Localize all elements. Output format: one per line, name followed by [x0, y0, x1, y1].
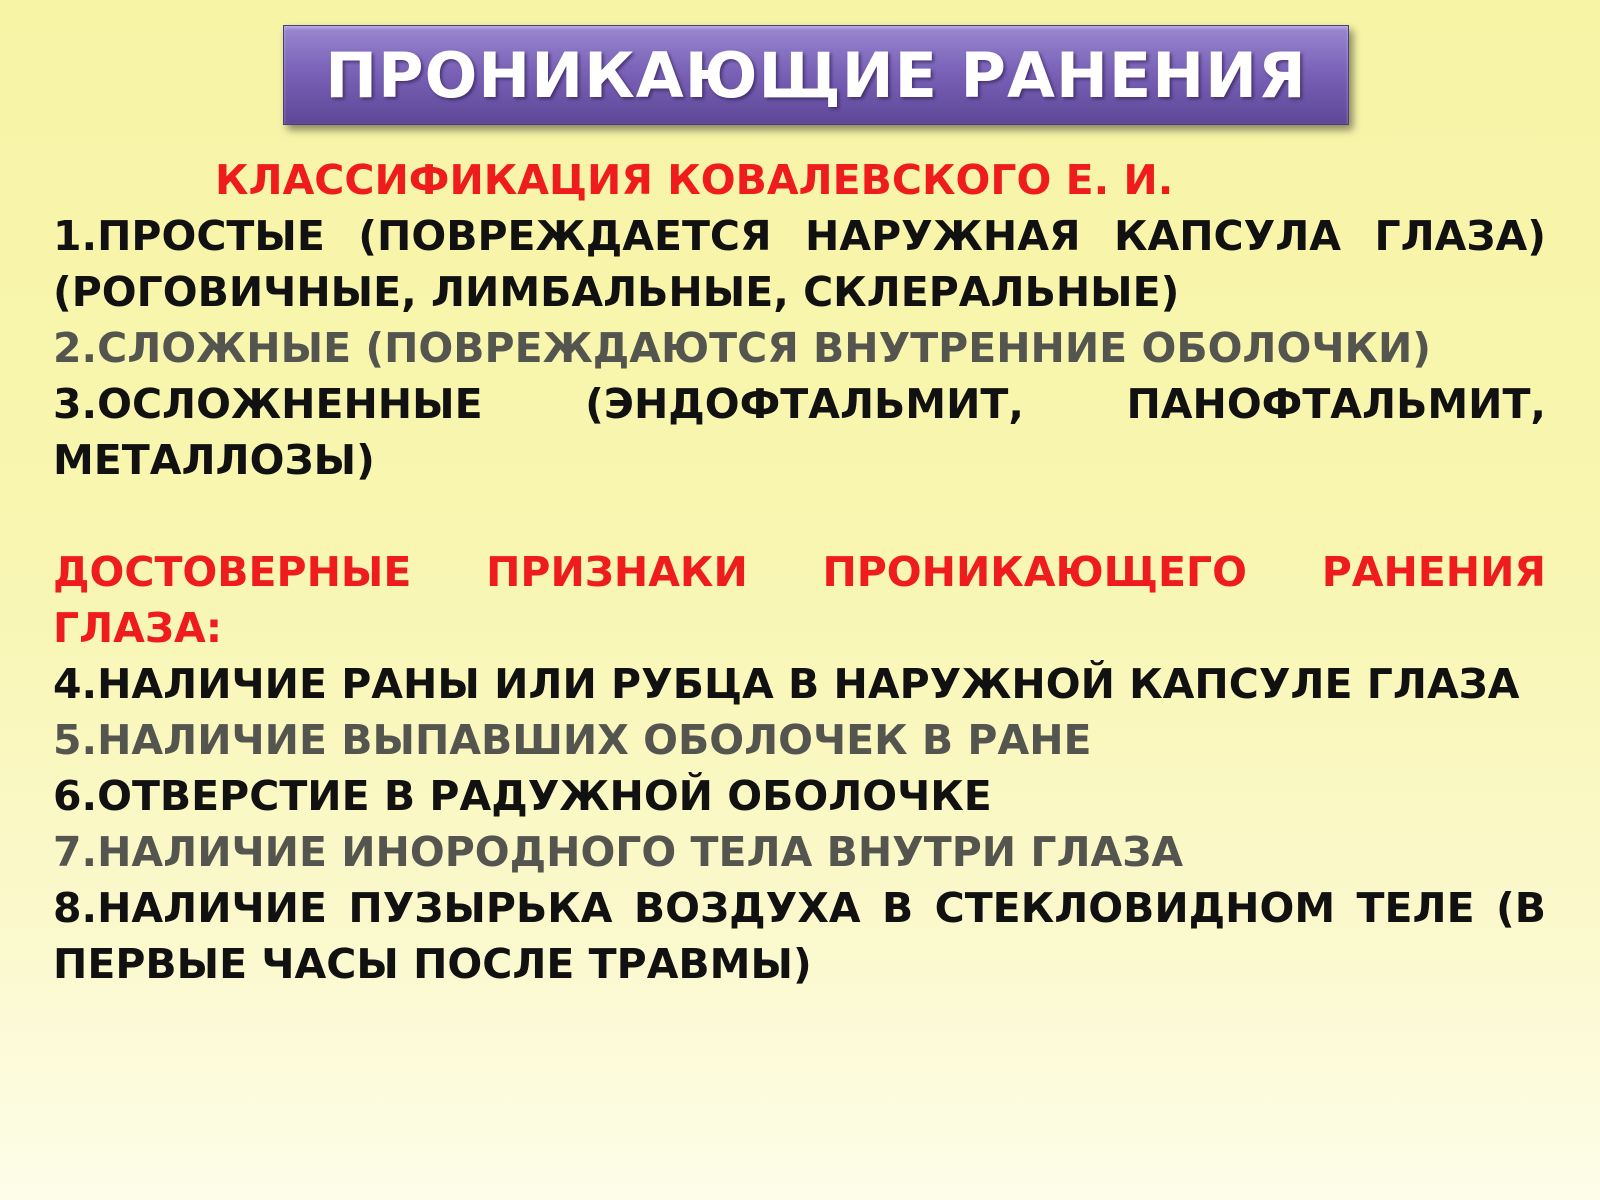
- signs-heading: ДОСТОВЕРНЫЕ ПРИЗНАКИ ПРОНИКАЮЩЕГО РАНЕНИЯ ГЛАЗА:: [53, 548, 1546, 652]
- slide-content: [53, 152, 1546, 992]
- sign-item-prolapsed-membranes: 5.НАЛИЧИЕ ВЫПАВШИХ ОБОЛОЧЕК В РАНЕ: [53, 716, 1092, 764]
- title-banner: [283, 25, 1349, 125]
- classification-item-simple: 1.ПРОСТЫЕ (ПОВРЕЖДАЕТСЯ НАРУЖНАЯ КАПСУЛА ГЛАЗА) (РОГОВИЧНЫЕ, ЛИМБАЛЬНЫЕ, СКЛЕРАЛЬНЫЕ): [53, 212, 1546, 316]
- sign-item-iris-hole: 6.ОТВЕРСТИЕ В РАДУЖНОЙ ОБОЛОЧКЕ: [53, 772, 992, 820]
- sign-item-air-bubble: 8.НАЛИЧИЕ ПУЗЫРЬКА ВОЗДУХА В СТЕКЛОВИДНОМ ТЕЛЕ (В ПЕРВЫЕ ЧАСЫ ПОСЛЕ ТРАВМЫ): [53, 884, 1546, 988]
- classification-subtitle: КЛАССИФИКАЦИЯ КОВАЛЕВСКОГО Е. И.: [215, 156, 1174, 204]
- slide-title: ПРОНИКАЮЩИЕ РАНЕНИЯ: [325, 38, 1307, 112]
- sign-item-foreign-body: 7.НАЛИЧИЕ ИНОРОДНОГО ТЕЛА ВНУТРИ ГЛАЗА: [53, 828, 1184, 876]
- section-spacer: [53, 488, 1546, 544]
- classification-item-complex: 2.СЛОЖНЫЕ (ПОВРЕЖДАЮТСЯ ВНУТРЕННИЕ ОБОЛОЧКИ): [53, 324, 1432, 372]
- classification-item-complicated: 3.ОСЛОЖНЕННЫЕ (ЭНДОФТАЛЬМИТ, ПАНОФТАЛЬМИТ, МЕТАЛЛОЗЫ): [53, 380, 1546, 484]
- sign-item-wound: 4.НАЛИЧИЕ РАНЫ ИЛИ РУБЦА В НАРУЖНОЙ КАПСУЛЕ ГЛАЗА: [53, 660, 1520, 708]
